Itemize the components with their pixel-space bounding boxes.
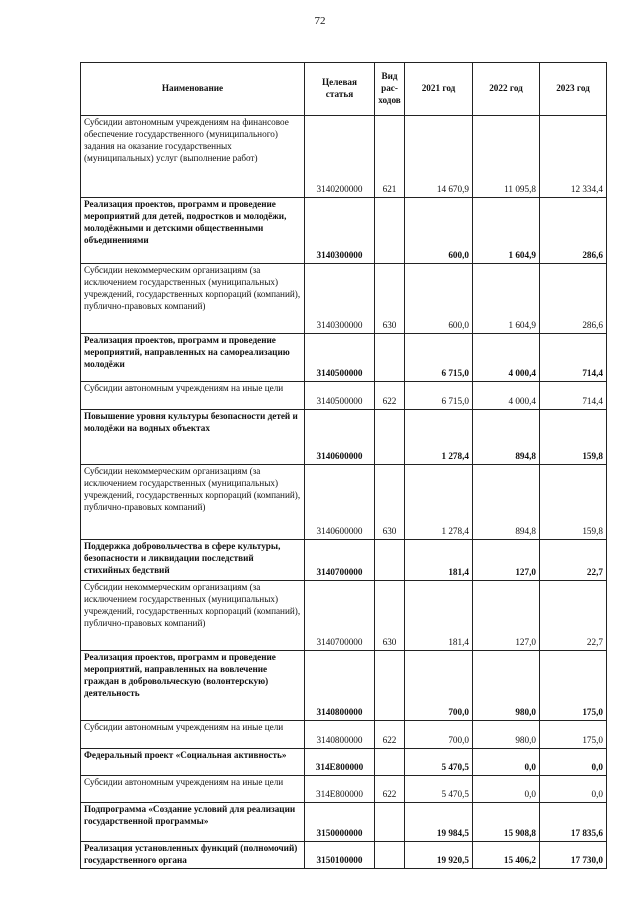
cell-expense-type <box>375 803 405 842</box>
column-header-2021: 2021 год <box>405 63 473 116</box>
cell-target-code: 3140500000 <box>305 382 375 410</box>
cell-2023: 159,8 <box>540 465 607 540</box>
cell-name: Субсидии некоммерческим организациям (за исключением государственных (муниципальных) учреждений, государственных корпораций (компаний), публично-правовых компаний) <box>81 581 305 651</box>
cell-2023: 0,0 <box>540 749 607 776</box>
cell-2023: 12 334,4 <box>540 116 607 198</box>
table-row <box>81 651 607 721</box>
table-row <box>81 264 607 334</box>
cell-2023: 17 730,0 <box>540 842 607 869</box>
cell-name: Федеральный проект «Социальная активность» <box>81 749 305 776</box>
cell-target-code: 3140500000 <box>305 334 375 382</box>
table-row <box>81 776 607 803</box>
cell-2022: 980,0 <box>473 721 540 749</box>
cell-2022: 127,0 <box>473 581 540 651</box>
cell-expense-type: 622 <box>375 721 405 749</box>
cell-target-code: 3140700000 <box>305 540 375 581</box>
cell-2022: 1 604,9 <box>473 198 540 264</box>
cell-target-code: 3140200000 <box>305 116 375 198</box>
cell-expense-type: 622 <box>375 776 405 803</box>
cell-expense-type <box>375 198 405 264</box>
table-row <box>81 198 607 264</box>
cell-2022: 127,0 <box>473 540 540 581</box>
cell-2023: 714,4 <box>540 334 607 382</box>
cell-target-code: 3140800000 <box>305 721 375 749</box>
cell-expense-type <box>375 842 405 869</box>
cell-2022: 0,0 <box>473 749 540 776</box>
cell-target-code: 3140700000 <box>305 581 375 651</box>
cell-expense-type <box>375 749 405 776</box>
cell-name: Субсидии автономным учреждениям на иные цели <box>81 382 305 410</box>
cell-2023: 286,6 <box>540 264 607 334</box>
cell-expense-type <box>375 410 405 465</box>
cell-name: Подпрограмма «Создание условий для реализации государственной программы» <box>81 803 305 842</box>
cell-2023: 175,0 <box>540 721 607 749</box>
cell-2021: 1 278,4 <box>405 465 473 540</box>
cell-expense-type: 630 <box>375 465 405 540</box>
cell-target-code: 3150100000 <box>305 842 375 869</box>
column-header-name: Наименование <box>81 63 305 116</box>
cell-2022: 4 000,4 <box>473 334 540 382</box>
table-row <box>81 749 607 776</box>
table-row <box>81 721 607 749</box>
cell-2021: 5 470,5 <box>405 749 473 776</box>
cell-2021: 700,0 <box>405 651 473 721</box>
cell-expense-type: 621 <box>375 116 405 198</box>
table-row <box>81 803 607 842</box>
cell-2023: 286,6 <box>540 198 607 264</box>
cell-name: Повышение уровня культуры безопасности детей и молодёжи на водных объектах <box>81 410 305 465</box>
cell-2023: 17 835,6 <box>540 803 607 842</box>
cell-2021: 5 470,5 <box>405 776 473 803</box>
cell-target-code: 3140300000 <box>305 198 375 264</box>
cell-2021: 19 984,5 <box>405 803 473 842</box>
table-row <box>81 382 607 410</box>
table-row <box>81 410 607 465</box>
cell-target-code: 314E800000 <box>305 776 375 803</box>
cell-2022: 0,0 <box>473 776 540 803</box>
cell-target-code: 3140600000 <box>305 465 375 540</box>
cell-2022: 1 604,9 <box>473 264 540 334</box>
column-header-2022: 2022 год <box>473 63 540 116</box>
cell-name: Реализация проектов, программ и проведение мероприятий для детей, подростков и молодёжи, молодёжными и детскими общественными объединениями <box>81 198 305 264</box>
cell-2023: 0,0 <box>540 776 607 803</box>
table-row <box>81 116 607 198</box>
table-row <box>81 540 607 581</box>
cell-2021: 14 670,9 <box>405 116 473 198</box>
cell-2022: 894,8 <box>473 410 540 465</box>
table-row <box>81 465 607 540</box>
cell-name: Субсидии некоммерческим организациям (за исключением государственных (муниципальных) учреждений, государственных корпораций (компаний), публично-правовых компаний) <box>81 264 305 334</box>
cell-2021: 600,0 <box>405 264 473 334</box>
column-header-target: Целевая статья <box>305 63 375 116</box>
cell-2021: 1 278,4 <box>405 410 473 465</box>
cell-expense-type: 630 <box>375 581 405 651</box>
budget-table <box>80 62 607 869</box>
cell-2022: 4 000,4 <box>473 382 540 410</box>
cell-name: Субсидии автономным учреждениям на финансовое обеспечение государственного (муниципального) задания на оказание государственных (муниципальных) услуг (выполнение работ) <box>81 116 305 198</box>
cell-2023: 159,8 <box>540 410 607 465</box>
cell-2021: 6 715,0 <box>405 382 473 410</box>
column-header-2023: 2023 год <box>540 63 607 116</box>
cell-2023: 22,7 <box>540 540 607 581</box>
cell-2021: 6 715,0 <box>405 334 473 382</box>
cell-2023: 714,4 <box>540 382 607 410</box>
cell-2022: 15 406,2 <box>473 842 540 869</box>
cell-target-code: 3140800000 <box>305 651 375 721</box>
cell-2022: 980,0 <box>473 651 540 721</box>
cell-2022: 11 095,8 <box>473 116 540 198</box>
cell-2022: 894,8 <box>473 465 540 540</box>
cell-name: Реализация проектов, программ и проведение мероприятий, направленных на самореализацию молодёжи <box>81 334 305 382</box>
cell-expense-type <box>375 334 405 382</box>
cell-target-code: 3140600000 <box>305 410 375 465</box>
cell-expense-type <box>375 651 405 721</box>
cell-target-code: 3150000000 <box>305 803 375 842</box>
table-row <box>81 334 607 382</box>
cell-name: Поддержка добровольчества в сфере культуры, безопасности и ликвидации последствий стихийных бедствий <box>81 540 305 581</box>
cell-expense-type: 622 <box>375 382 405 410</box>
cell-2022: 15 908,8 <box>473 803 540 842</box>
page-number: 72 <box>314 15 326 27</box>
cell-2021: 700,0 <box>405 721 473 749</box>
cell-target-code: 3140300000 <box>305 264 375 334</box>
cell-name: Реализация установленных функций (полномочий) государственного органа <box>81 842 305 869</box>
cell-2023: 22,7 <box>540 581 607 651</box>
cell-name: Субсидии автономным учреждениям на иные цели <box>81 721 305 749</box>
column-header-vid: Вид рас-ходов <box>375 63 405 116</box>
cell-name: Реализация проектов, программ и проведение мероприятий, направленных на вовлечение граждан в добровольческую (волонтерскую) деятельность <box>81 651 305 721</box>
table-row <box>81 842 607 869</box>
cell-2021: 181,4 <box>405 581 473 651</box>
cell-2021: 600,0 <box>405 198 473 264</box>
cell-expense-type: 630 <box>375 264 405 334</box>
cell-2023: 175,0 <box>540 651 607 721</box>
cell-expense-type <box>375 540 405 581</box>
cell-name: Субсидии автономным учреждениям на иные цели <box>81 776 305 803</box>
cell-target-code: 314E800000 <box>305 749 375 776</box>
table-header-row <box>81 63 607 116</box>
cell-name: Субсидии некоммерческим организациям (за исключением государственных (муниципальных) учреждений, государственных корпораций (компаний), публично-правовых компаний) <box>81 465 305 540</box>
table-row <box>81 581 607 651</box>
cell-2021: 19 920,5 <box>405 842 473 869</box>
cell-2021: 181,4 <box>405 540 473 581</box>
